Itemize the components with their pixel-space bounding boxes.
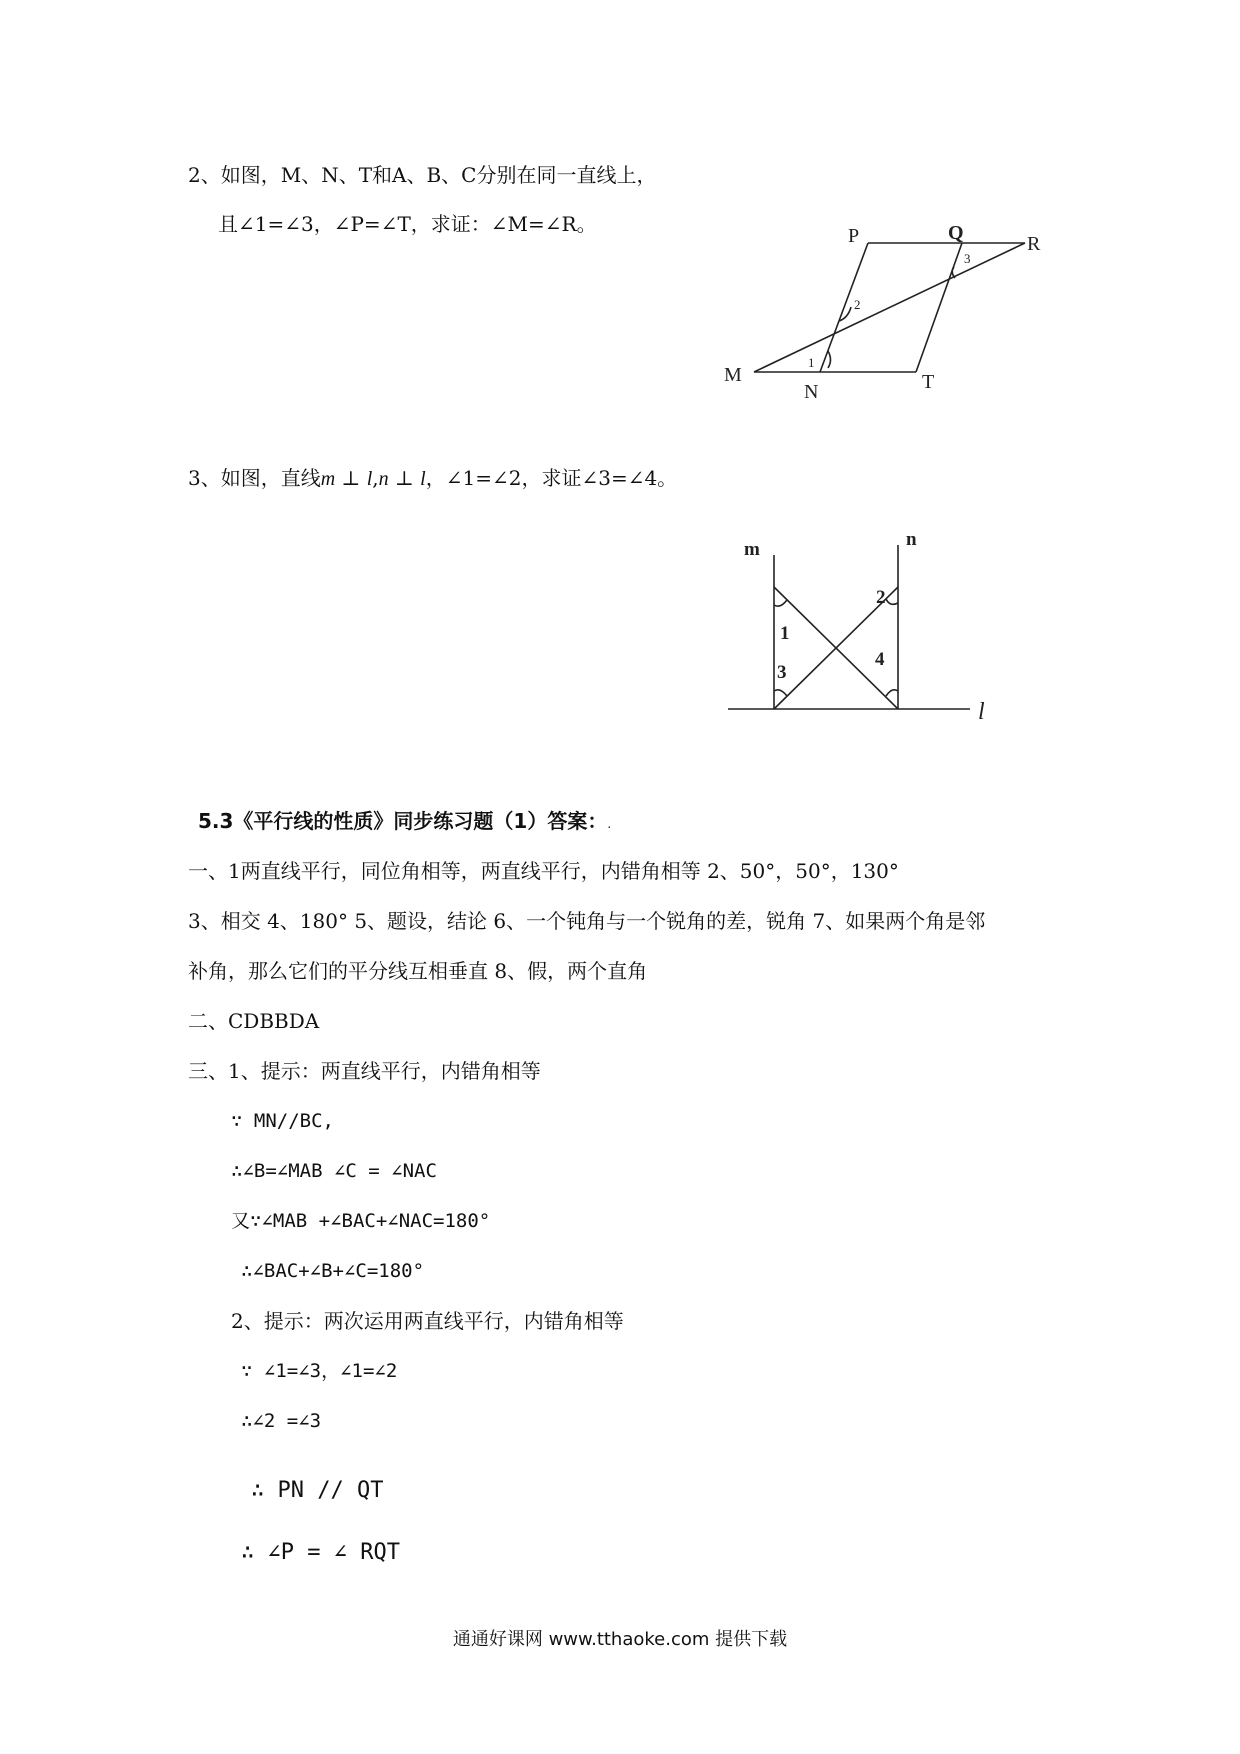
answers-section-3-heading: 三、1、提示：两直线平行，内错角相等 (188, 1059, 541, 1083)
problem-3-comma: , (372, 466, 379, 490)
footer-source: 通通好课网 www.tthaoke.com 提供下载 (452, 1629, 788, 1650)
label-q: Q (948, 222, 964, 244)
angle-1-arc (828, 351, 831, 368)
label-m: M (724, 364, 742, 386)
label-angle-3: 3 (964, 251, 971, 266)
problem-2-line-2: 且∠1=∠3，∠P=∠T，求证：∠M=∠R。 (218, 212, 597, 236)
problem-3-statement (188, 465, 677, 492)
problem-3-figure (720, 525, 1010, 725)
proof-2-step-d: ∴ ∠P = ∠ RQT (241, 1540, 400, 1565)
angle-1-arc (774, 600, 787, 606)
line-qt (916, 243, 962, 372)
label-t: T (922, 371, 935, 393)
answers-title-mark: . (607, 817, 612, 831)
label-angle-2: 2 (854, 297, 861, 312)
label-angle-4: 4 (875, 649, 885, 670)
label-angle-2: 2 (876, 587, 886, 608)
proof-2-step-c: ∴ PN // QT (251, 1478, 384, 1503)
label-m: m (744, 539, 760, 560)
label-l: l (978, 699, 985, 725)
problem-2-line-1: 2、如图，M、N、T和A、B、C分别在同一直线上， (188, 163, 657, 187)
angle-4-arc (886, 690, 898, 696)
proof-2-step-b: ∴∠2 =∠3 (241, 1410, 322, 1432)
answers-section-2: 二、CDBBDA (188, 1009, 320, 1033)
problem-3-l-1: l (366, 468, 373, 490)
line-pn (820, 243, 868, 372)
proof-2-heading: 2、提示：两次运用两直线平行，内错角相等 (231, 1309, 624, 1333)
answers-title-text: 5.3《平行线的性质》同步练习题（1）答案： (198, 809, 608, 833)
problem-2-figure (700, 210, 1070, 410)
problem-3-suffix: ，∠1=∠2，求证∠3=∠4。 (425, 466, 678, 490)
problem-3-prefix: 3、如图，直线 (188, 466, 321, 490)
proof-1-step-c: 又∵∠MAB +∠BAC+∠NAC=180° (231, 1210, 491, 1232)
answers-title (198, 808, 611, 837)
answers-section-1-line-2: 3、相交 4、180° 5、题设，结论 6、一个钝角与一个锐角的差，锐角 7、如果两个角是邻 (188, 909, 986, 933)
angle-3-arc (952, 267, 955, 278)
problem-3-n: n (378, 468, 389, 490)
problem-3-perp-1: ⊥ (335, 466, 367, 490)
problem-3-l-2: l (420, 468, 426, 490)
angle-2-arc (886, 599, 898, 604)
label-n: n (906, 529, 917, 550)
problem-3-m: m (320, 468, 336, 490)
answers-section-1-line-1: 一、1两直线平行，同位角相等，两直线平行，内错角相等 2、50°，50°，130° (188, 859, 899, 883)
label-angle-1: 1 (780, 623, 790, 644)
angle-3-arc (774, 690, 787, 696)
answers-section-1-line-3: 补角，那么它们的平分线互相垂直 8、假，两个直角 (188, 959, 648, 983)
problem-3-perp-2: ⊥ (388, 466, 421, 490)
label-angle-3: 3 (777, 662, 787, 683)
proof-1-step-d: ∴∠BAC+∠B+∠C=180° (241, 1260, 425, 1282)
line-mr (754, 243, 1025, 372)
label-n: N (804, 381, 819, 403)
label-p: P (848, 225, 860, 247)
proof-1-step-b: ∴∠B=∠MAB ∠C = ∠NAC (231, 1160, 437, 1182)
proof-2-step-a: ∵ ∠1=∠3，∠1=∠2 (241, 1360, 398, 1382)
label-r: R (1027, 233, 1041, 255)
proof-1-step-a: ∵ MN//BC, (231, 1110, 334, 1132)
label-angle-1: 1 (808, 355, 815, 370)
